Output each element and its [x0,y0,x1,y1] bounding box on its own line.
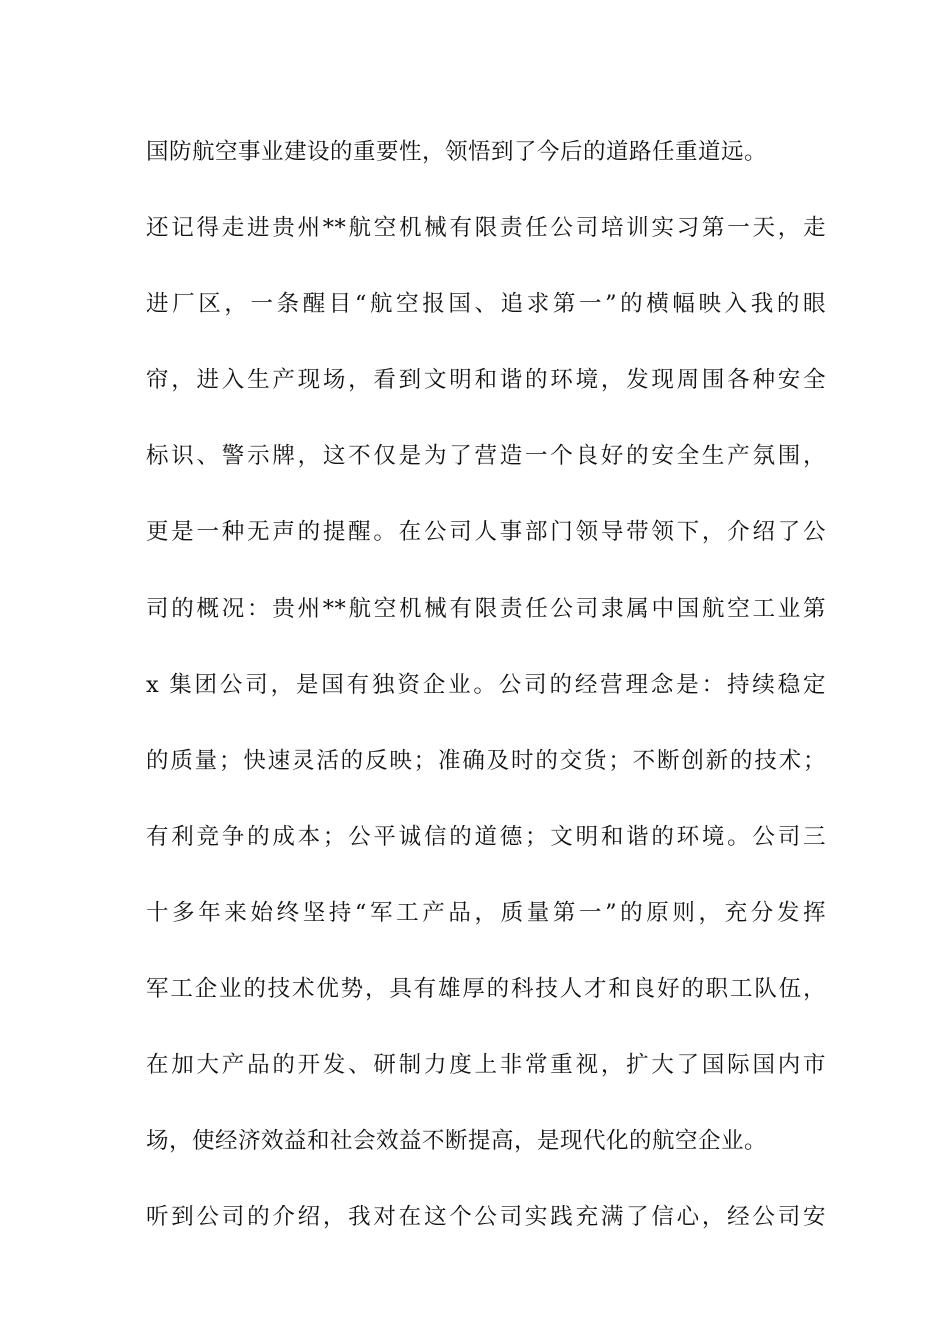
text-line: 司的概况：贵州**航空机械有限责任公司隶属中国航空工业第 [146,595,826,622]
text-line: 场，使经济效益和社会效益不断提高，是现代化的航空企业。 [146,1128,768,1155]
text-line: 进厂区，一条醒目“航空报国、追求第一”的横幅映入我的眼 [146,291,826,318]
text-line: 的质量；快速灵活的反映；准确及时的交货；不断创新的技术； [146,747,826,774]
text-line: 更是一种无声的提醒。在公司人事部门领导带领下，介绍了公 [146,519,826,546]
text-line: 听到公司的介绍，我对在这个公司实践充满了信心，经公司安 [146,1204,826,1231]
text-line: 在加大产品的开发、研制力度上非常重视，扩大了国际国内市 [146,1052,826,1079]
body-text [146,128,826,1269]
text-line: 军工企业的技术优势，具有雄厚的科技人才和良好的职工队伍， [146,976,826,1003]
text-line: 帘，进入生产现场，看到文明和谐的环境，发现周围各种安全 [146,367,826,394]
text-line: 有利竞争的成本；公平诚信的道德；文明和谐的环境。公司三 [146,823,826,850]
text-line: 还记得走进贵州**航空机械有限责任公司培训实习第一天，走 [146,215,826,242]
text-line: x 集团公司，是国有独资企业。公司的经营理念是：持续稳定 [146,671,826,698]
text-line: 国防航空事业建设的重要性，领悟到了今后的道路任重道远。 [146,139,768,165]
text-line: 标识、警示牌，这不仅是为了营造一个良好的安全生产氛围， [146,443,826,470]
text-line: 十多年来始终坚持“军工产品，质量第一”的原则，充分发挥 [146,899,826,926]
